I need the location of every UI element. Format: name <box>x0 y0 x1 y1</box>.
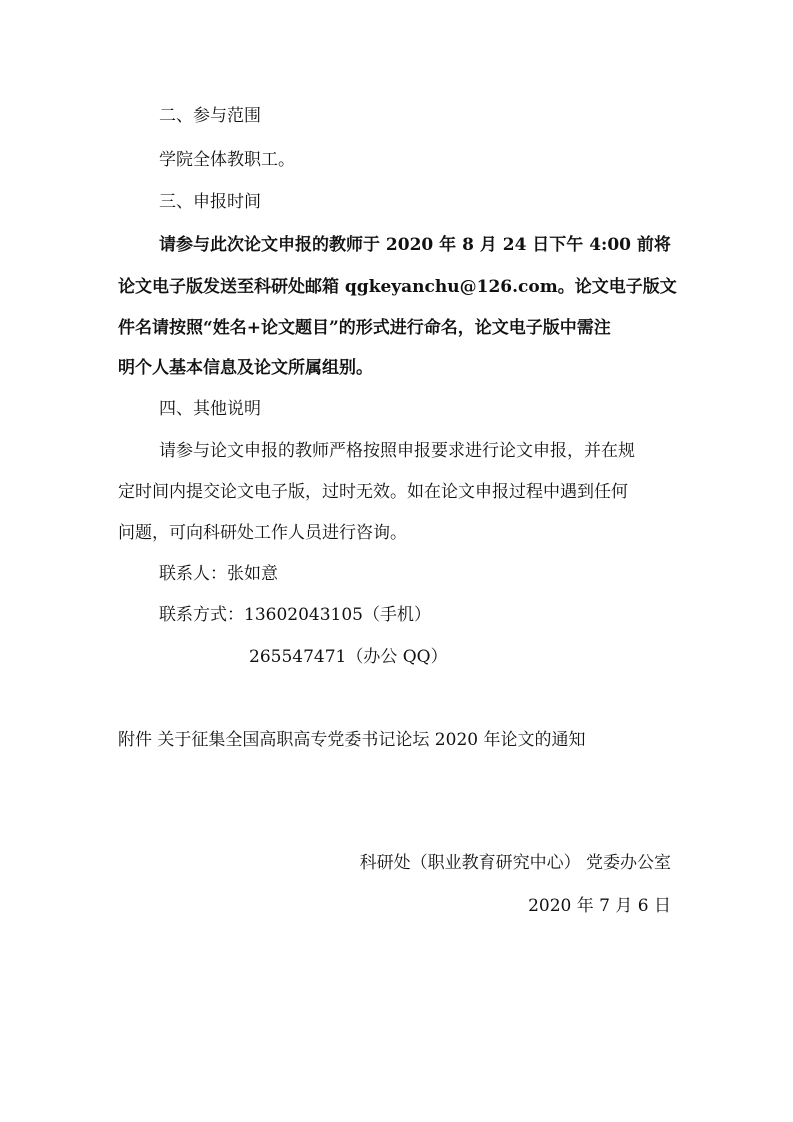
time-paragraph-line-4: 明个人基本信息及论文所属组别。 <box>118 358 373 378</box>
other-paragraph-line-1: 请参与论文申报的教师严格按照申报要求进行论文申报，并在规 <box>159 441 635 461</box>
signature-issuer: 科研处（职业教育研究中心） 党委办公室 <box>359 853 671 873</box>
other-paragraph-line-2: 定时间内提交论文电子版，过时无效。如在论文申报过程中遇到任何 <box>118 482 628 502</box>
attachment-note: 附件 关于征集全国高职高专党委书记论坛 2020 年论文的通知 <box>118 730 586 750</box>
time-paragraph-line-3: 件名请按照“姓名+论文题目”的形式进行命名，论文电子版中需注 <box>118 318 611 338</box>
contact-person: 联系人：张如意 <box>159 564 278 584</box>
section-heading-other: 四、其他说明 <box>159 399 261 419</box>
section-heading-scope: 二、参与范围 <box>159 106 261 126</box>
other-paragraph-line-3: 问题，可向科研处工作人员进行咨询。 <box>118 523 407 543</box>
contact-method: 联系方式：13602043105（手机） <box>159 605 431 625</box>
time-paragraph-line-2: 论文电子版发送至科研处邮箱 qgkeyanchu@126.com。论文电子版文 <box>118 277 677 297</box>
contact-qq: 265547471（办公 QQ） <box>249 647 448 667</box>
time-paragraph-line-1: 请参与此次论文申报的教师于 2020 年 8 月 24 日下午 4:00 前将 <box>159 235 671 255</box>
signature-date: 2020 年 7 月 6 日 <box>528 896 671 916</box>
section-heading-time: 三、申报时间 <box>159 192 261 212</box>
scope-content: 学院全体教职工。 <box>159 150 295 170</box>
